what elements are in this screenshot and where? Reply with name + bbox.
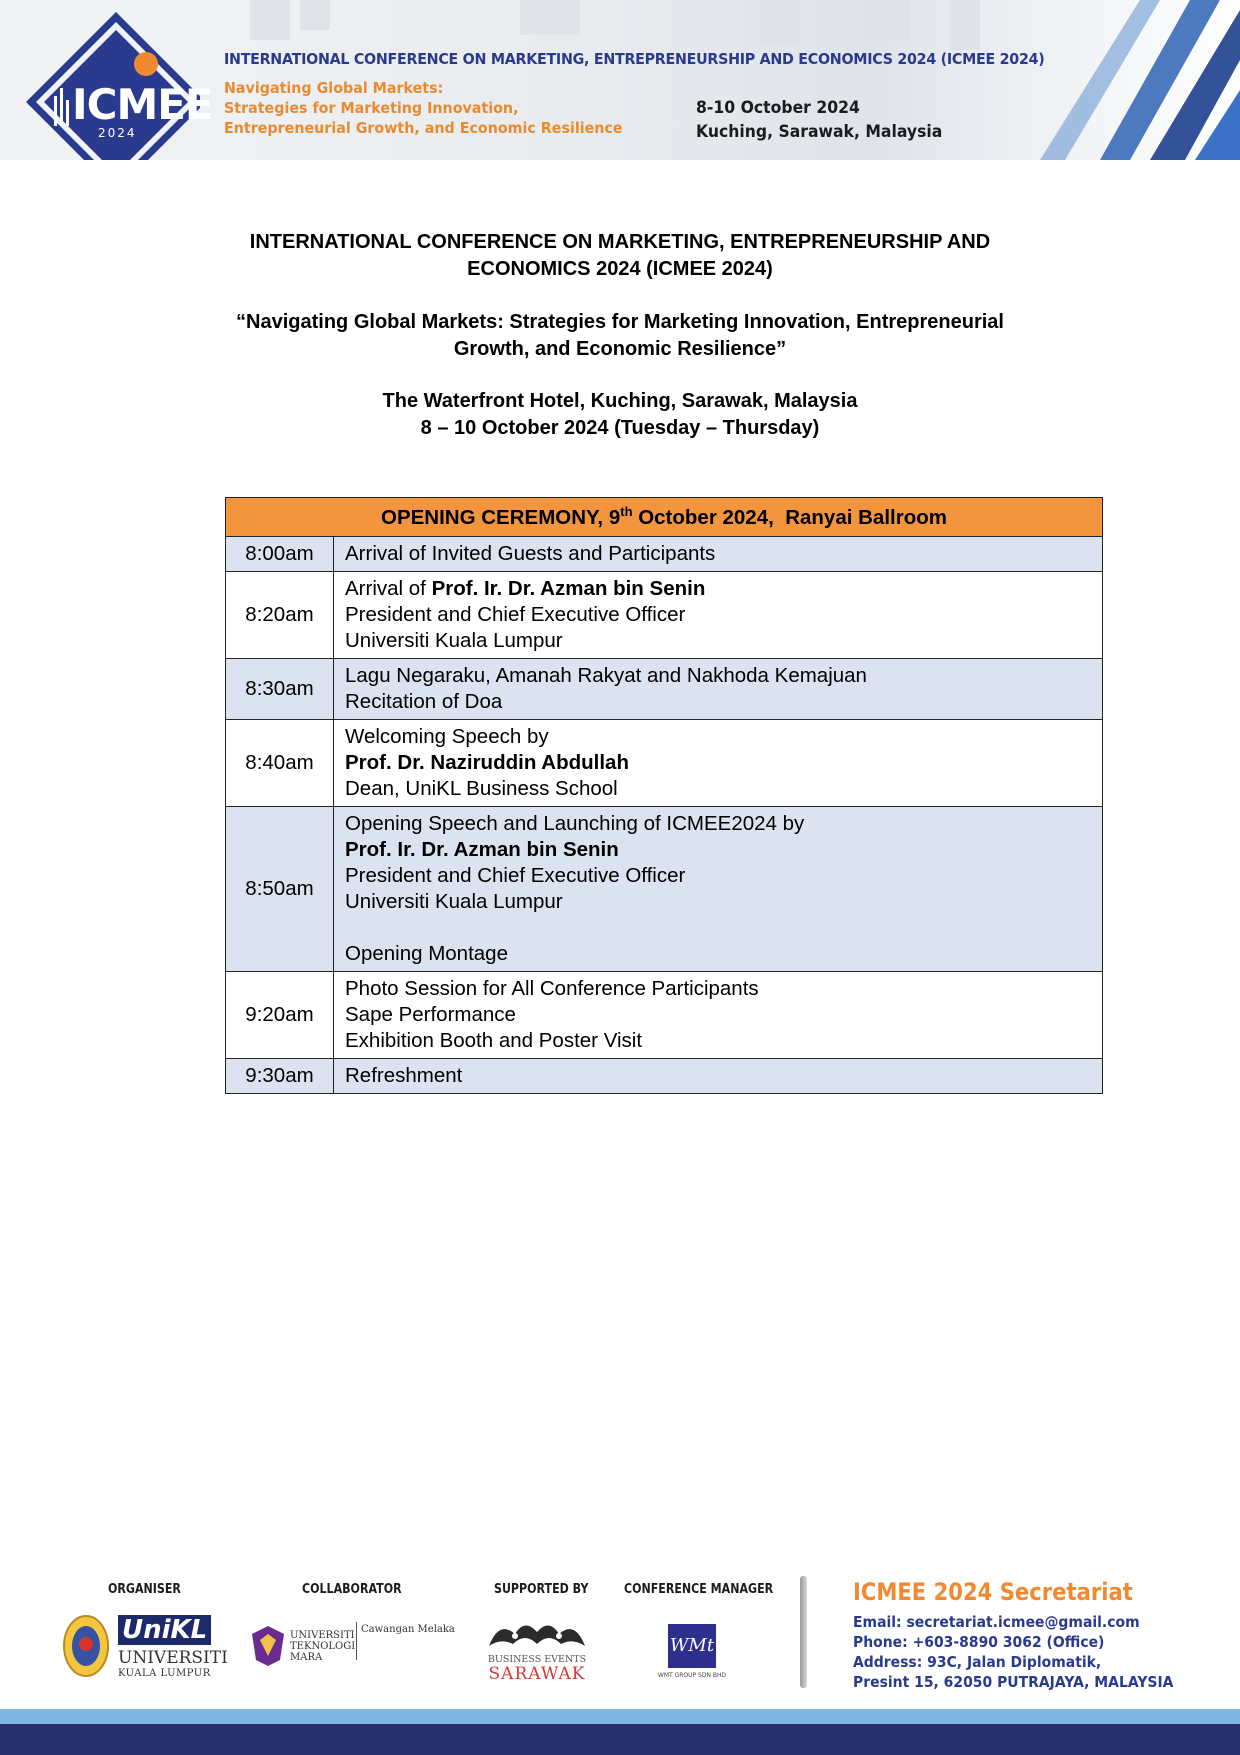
schedule-activity xyxy=(334,807,1103,972)
activity-line: Exhibition Booth and Poster Visit xyxy=(345,1029,643,1052)
schedule-header xyxy=(226,498,1103,537)
uitm-name-line: UNIVERSITI xyxy=(290,1630,355,1641)
unikl-name-line: KUALA LUMPUR xyxy=(118,1668,211,1679)
banner-location: Kuching, Sarawak, Malaysia xyxy=(696,122,943,142)
document-venue-dates xyxy=(140,388,1100,442)
activity-speaker: Prof. Dr. Naziruddin Abdullah xyxy=(345,751,629,774)
bes-name-line: SARAWAK xyxy=(488,1664,586,1684)
activity-line: Refreshment xyxy=(345,1064,463,1087)
schedule-header-text: OPENING CEREMONY, 9 xyxy=(381,505,621,529)
activity-speaker: Prof. Ir. Dr. Azman bin Senin xyxy=(345,838,619,861)
uitm-name-line: MARA xyxy=(290,1652,323,1663)
schedule-header-sup: th xyxy=(620,504,633,520)
logo-year: 2024 xyxy=(98,126,137,140)
wmt-mark: WMt xyxy=(668,1624,716,1668)
collaborator-label: COLLABORATOR xyxy=(302,1582,402,1597)
unikl-brand-text: UniKL xyxy=(118,1615,211,1645)
document-venue: The Waterfront Hotel, Kuching, Sarawak, Malaysia xyxy=(382,390,858,412)
secretariat-title: ICMEE 2024 Secretariat xyxy=(853,1578,1133,1606)
activity-line: Welcoming Speech by xyxy=(345,725,549,748)
schedule-time: 8:00am xyxy=(226,537,334,572)
document-theme-line: “Navigating Global Markets: Strategies for Marketing Innovation, Entrepreneurial xyxy=(236,311,1004,333)
document-dates: 8 – 10 October 2024 (Tuesday – Thursday) xyxy=(420,417,820,439)
wmt-name: WMT GROUP SDN BHD xyxy=(657,1672,727,1679)
document-title xyxy=(140,229,1100,283)
schedule-row xyxy=(226,807,1103,972)
activity-speaker: Prof. Ir. Dr. Azman bin Senin xyxy=(431,577,706,600)
schedule-activity xyxy=(334,572,1103,659)
schedule-time: 9:30am xyxy=(226,1059,334,1094)
footer-bar-light xyxy=(0,1709,1240,1724)
schedule-time: 8:50am xyxy=(226,807,334,972)
schedule-activity xyxy=(334,1059,1103,1094)
banner-theme-line: Strategies for Marketing Innovation, xyxy=(224,99,519,117)
uitm-branch: Cawangan Melaka xyxy=(361,1624,455,1635)
banner-conference-title: INTERNATIONAL CONFERENCE ON MARKETING, ENTREPRENEURSHIP AND ECONOMICS 2024 (ICMEE 2024) xyxy=(224,50,1045,68)
banner-date-location xyxy=(696,96,942,144)
conference-manager-label: CONFERENCE MANAGER xyxy=(624,1582,774,1597)
schedule-header-row xyxy=(226,498,1103,537)
schedule-activity xyxy=(334,659,1103,720)
decorative-stripes xyxy=(1020,0,1240,160)
schedule-body xyxy=(226,537,1103,1094)
secretariat-email: Email: secretariat.icmee@gmail.com xyxy=(853,1613,1140,1631)
banner-theme xyxy=(224,78,623,138)
document-theme-line: Growth, and Economic Resilience” xyxy=(453,338,787,360)
schedule-row xyxy=(226,972,1103,1059)
schedule-time: 9:20am xyxy=(226,972,334,1059)
schedule-row xyxy=(226,572,1103,659)
activity-line: President and Chief Executive Officer xyxy=(345,864,686,887)
activity-line: Universiti Kuala Lumpur xyxy=(345,629,563,652)
header-banner xyxy=(0,0,1240,160)
schedule-activity xyxy=(334,972,1103,1059)
activity-line: Opening Montage xyxy=(345,942,508,965)
footer-divider xyxy=(800,1576,807,1688)
supported-by-label: SUPPORTED BY xyxy=(494,1582,589,1597)
document-title-line: ECONOMICS 2024 (ICMEE 2024) xyxy=(467,258,773,280)
document-theme xyxy=(140,309,1100,363)
document-title-line: INTERNATIONAL CONFERENCE ON MARKETING, ENTREPRENEURSHIP AND xyxy=(249,231,991,253)
footer-bar-dark xyxy=(0,1724,1240,1755)
logo-wordmark: ICMEE xyxy=(72,80,213,129)
bes-name-line: BUSINESS EVENTS xyxy=(487,1654,587,1665)
activity-line: President and Chief Executive Officer xyxy=(345,603,686,626)
banner-date: 8-10 October 2024 xyxy=(696,98,860,118)
schedule-time: 8:20am xyxy=(226,572,334,659)
unikl-name-line: UNIVERSITI xyxy=(118,1648,228,1668)
schedule-time: 8:40am xyxy=(226,720,334,807)
activity-line: Arrival of Invited Guests and Participants xyxy=(345,542,716,565)
activity-line xyxy=(345,915,1091,941)
schedule-activity xyxy=(334,537,1103,572)
uitm-divider xyxy=(356,1622,357,1660)
unikl-crest-icon xyxy=(62,1614,110,1678)
banner-theme-line: Entrepreneurial Growth, and Economic Resilience xyxy=(224,119,623,137)
secretariat-address: Address: 93C, Jalan Diplomatik, xyxy=(853,1653,1102,1671)
schedule-row xyxy=(226,537,1103,572)
unikl-brand xyxy=(118,1616,211,1644)
schedule-row xyxy=(226,1059,1103,1094)
activity-line xyxy=(345,837,1091,863)
activity-line xyxy=(345,576,1091,602)
activity-line: Recitation of Doa xyxy=(345,690,503,713)
activity-line: Universiti Kuala Lumpur xyxy=(345,890,563,913)
uitm-crest-icon xyxy=(250,1624,286,1668)
uitm-name-line: TEKNOLOGI xyxy=(290,1641,356,1652)
secretariat-phone: Phone: +603-8890 3062 (Office) xyxy=(853,1633,1105,1651)
opening-ceremony-schedule xyxy=(225,497,1103,1094)
schedule-header-text: October 2024, Ranyai Ballroom xyxy=(632,505,947,529)
activity-line: Photo Session for All Conference Participants xyxy=(345,977,759,1000)
activity-line: Dean, UniKL Business School xyxy=(345,777,618,800)
schedule-activity xyxy=(334,720,1103,807)
activity-line: Lagu Negaraku, Amanah Rakyat and Nakhoda Kemajuan xyxy=(345,664,867,687)
secretariat-address: Presint 15, 62050 PUTRAJAYA, MALAYSIA xyxy=(853,1673,1174,1691)
schedule-row xyxy=(226,720,1103,807)
uitm-logo xyxy=(248,1614,455,1684)
activity-line: Opening Speech and Launching of ICMEE2024 by xyxy=(345,812,805,835)
secretariat-contact xyxy=(853,1612,1173,1692)
wmt-group-logo xyxy=(640,1612,727,1684)
footer xyxy=(0,1570,1240,1710)
sarawak-motif-icon xyxy=(485,1616,589,1652)
unikl-logo xyxy=(62,1614,228,1684)
activity-text: Arrival of xyxy=(345,577,432,600)
schedule-row xyxy=(226,659,1103,720)
organiser-label: ORGANISER xyxy=(108,1582,181,1597)
schedule-time: 8:30am xyxy=(226,659,334,720)
activity-line: Sape Performance xyxy=(345,1003,516,1026)
business-events-sarawak-logo xyxy=(482,1616,592,1686)
activity-line xyxy=(345,750,1091,776)
banner-theme-line: Navigating Global Markets: xyxy=(224,79,444,97)
